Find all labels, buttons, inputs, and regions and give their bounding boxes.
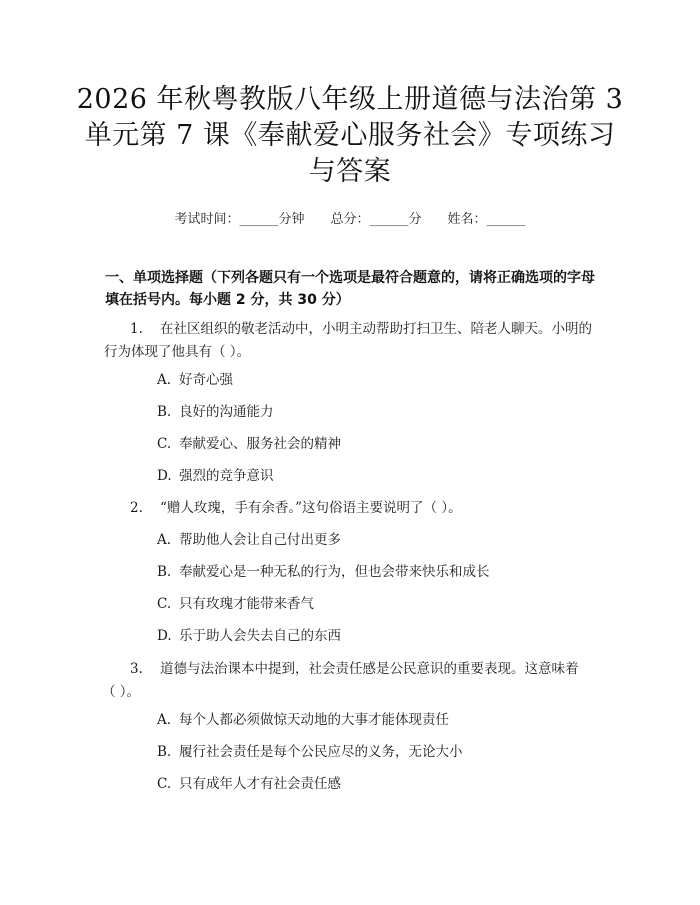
title-line-2: 单元第 7 课《奉献爱心服务社会》专项练习 — [84, 120, 616, 151]
question-2-option-d — [157, 626, 341, 646]
option-letter: C. — [157, 776, 172, 792]
question-text-line: 道德与法治课本中提到，社会责任感是公民意识的重要表现。这意味着 — [160, 661, 579, 677]
exam-meta-row — [0, 208, 700, 227]
question-text-line: 在社区组织的敬老活动中，小明主动帮助打扫卫生、陪老人聊天。小明的 — [160, 321, 592, 337]
option-letter: C. — [157, 436, 172, 452]
option-text: 帮助他人会让自己付出更多 — [179, 532, 341, 548]
question-text-line: “赠人玫瑰，手有余香。”这句俗语主要说明了（ ）。 — [160, 500, 462, 516]
question-text-line: （ ）。 — [102, 684, 141, 700]
option-letter: D. — [157, 628, 172, 644]
option-text: 履行社会责任是每个公民应尽的义务，无论大小 — [179, 744, 463, 760]
option-letter: B. — [157, 744, 172, 760]
question-1-option-a — [157, 370, 233, 390]
question-text-line: 行为体现了他具有（ ）。 — [104, 344, 251, 360]
option-letter: D. — [157, 468, 172, 484]
option-text: 奉献爱心、服务社会的精神 — [179, 436, 341, 452]
option-letter: A. — [157, 372, 172, 388]
option-letter: A. — [157, 712, 172, 728]
option-text: 好奇心强 — [179, 372, 233, 388]
option-text: 强烈的竞争意识 — [179, 468, 274, 484]
exam-time-field: 考试时间：______分钟 — [174, 212, 305, 227]
question-2 — [108, 497, 623, 520]
option-text: 奉献爱心是一种无私的行为，但也会带来快乐和成长 — [179, 564, 490, 580]
option-text: 每个人都必须做惊天动地的大事才能体现责任 — [179, 712, 449, 728]
option-letter: A. — [157, 532, 172, 548]
student-name-field: 姓名：______ — [447, 212, 526, 227]
question-1-option-d — [157, 466, 274, 486]
option-text: 良好的沟通能力 — [179, 404, 274, 420]
question-number: 2. — [130, 500, 143, 516]
option-letter: B. — [157, 404, 172, 420]
document-title — [60, 82, 640, 190]
question-3-option-a — [157, 710, 449, 730]
question-2-option-a — [157, 530, 341, 550]
option-letter: B. — [157, 564, 172, 580]
title-line-3: 与答案 — [308, 156, 392, 187]
option-text: 乐于助人会失去自己的东西 — [179, 628, 341, 644]
question-1 — [104, 318, 623, 364]
option-text: 只有玫瑰才能带来香气 — [179, 596, 314, 612]
section-heading — [105, 267, 625, 311]
question-2-option-c — [157, 594, 314, 614]
option-text: 只有成年人才有社会责任感 — [179, 776, 341, 792]
question-1-option-b — [157, 402, 274, 422]
total-score-field: 总分：______分 — [330, 212, 422, 227]
question-1-option-c — [157, 434, 341, 454]
question-number: 1. — [130, 321, 143, 337]
question-3-option-c — [157, 774, 341, 794]
question-2-option-b — [157, 562, 490, 582]
option-letter: C. — [157, 596, 172, 612]
section-heading-line-1: 一、单项选择题（下列各题只有一个选项是最符合题意的，请将正确选项的字母 — [105, 270, 595, 286]
question-3 — [102, 658, 623, 704]
question-number: 3. — [130, 661, 143, 677]
question-3-option-b — [157, 742, 463, 762]
title-line-1: 2026 年秋粤教版八年级上册道德与法治第 3 — [76, 84, 624, 115]
section-heading-line-2: 填在括号内。每小题 2 分，共 30 分） — [105, 292, 350, 308]
